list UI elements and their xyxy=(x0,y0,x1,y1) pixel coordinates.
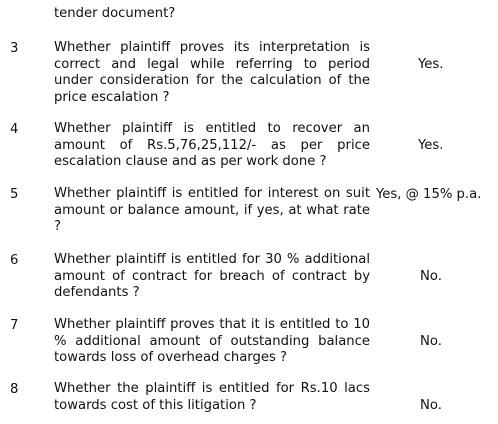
issue-question: Whether the plaintiff is entitled for Rs.10 lacs towards cost of this litigation ? xyxy=(54,381,370,413)
issue-number: 5 xyxy=(10,187,19,202)
issue-number: 7 xyxy=(10,318,19,333)
issue-question: Whether plaintiff is entitled for 30 % additional amount of contract for breach of contract by defendants ? xyxy=(54,252,370,300)
issue-finding: No. xyxy=(420,398,442,413)
issue-finding: No. xyxy=(420,334,442,349)
issue-question: Whether plaintiff proves its interpretation is correct and legal while referring to period under consideration for the calculation of the price escalation ? xyxy=(54,40,370,105)
issue-number: 6 xyxy=(10,253,19,268)
issue-finding: Yes, @ 15% p.a. xyxy=(376,187,482,202)
issue-number: 4 xyxy=(10,122,19,137)
issue-number: 3 xyxy=(10,41,19,56)
continued-issue-text: tender document? xyxy=(54,6,176,21)
issue-number: 8 xyxy=(10,382,19,397)
issue-finding: Yes. xyxy=(418,138,444,153)
issue-question: Whether plaintiff is entitled to recover an amount of Rs.5,76,25,112/- as per price escalation clause and as per work done ? xyxy=(54,121,370,169)
issue-finding: Yes. xyxy=(418,57,444,72)
issue-question: Whether plaintiff proves that it is entitled to 10 % additional amount of outstanding balance towards loss of overhead charges ? xyxy=(54,317,370,365)
issue-finding: No. xyxy=(420,269,442,284)
issue-question: Whether plaintiff is entitled for interest on suit amount or balance amount, if yes, at what rate ? xyxy=(54,186,370,234)
